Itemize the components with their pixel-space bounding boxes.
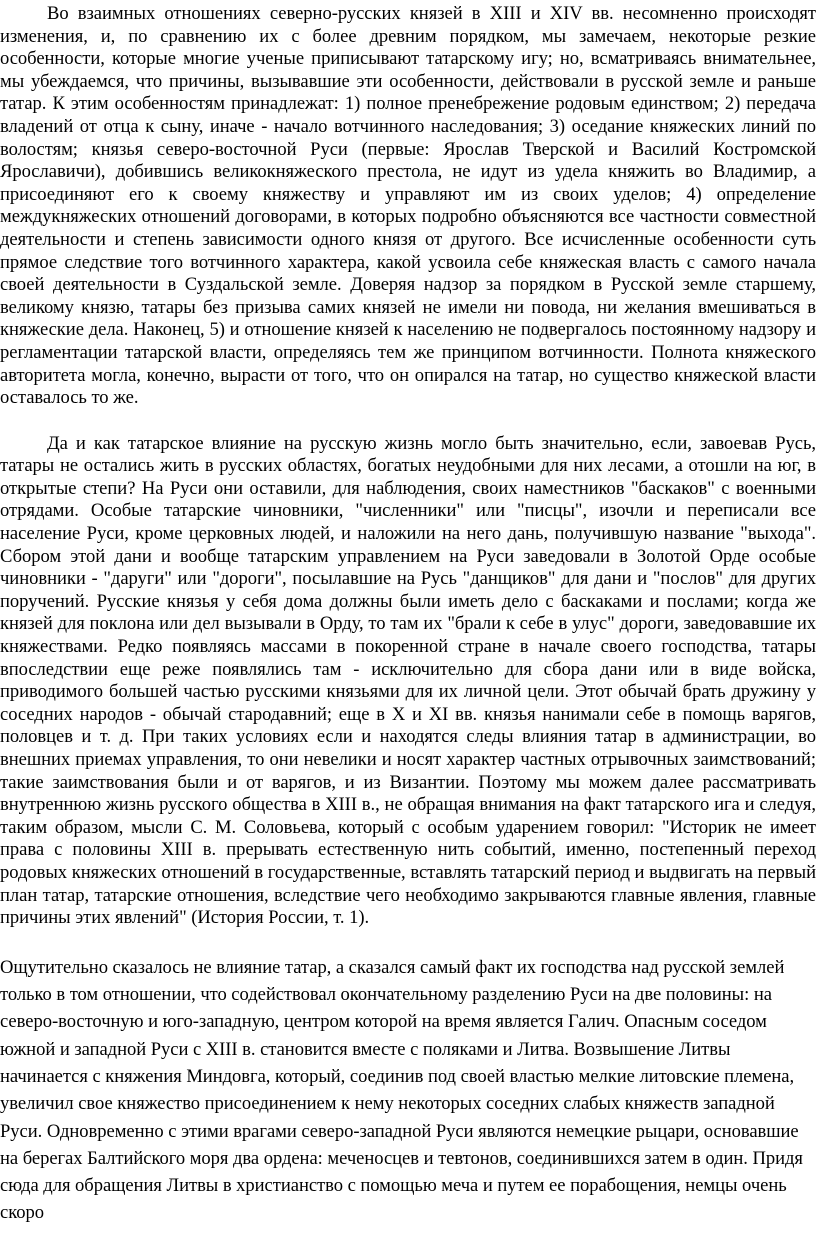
- paragraph-princely-relations: Во взаимных отношениях северно-русских князей в XIII и XIV вв. несомненно происходят изменения, и, по сравнению их с более древним порядком, мы замечаем, некоторые резкие особенности, которые многие ученые приписывают татарскому игу; но, всматриваясь внимательнее, мы убеждаемся, что причины, вызывавшие эти особенности, действовали в русской земле и раньше татар. К этим особенностям принадлежат: 1) полное пренебрежение родовым единством; 2) передача владений от отца к сыну, иначе - начало вотчинного наследования; 3) оседание княжеских линий по волостям; князья северо-восточной Руси (первые: Ярослав Тверской и Василий Костромской Ярославичи), добившись великокняжеского престола, не идут из удела княжить во Владимир, а присоединяют его к своему княжеству и управляют им из своих уделов; 4) определение междукняжеских отношений договорами, в которых подробно объясняются все частности совместной деятельности и степень зависимости одного князя от другого. Все исчисленные особенности суть прямое следствие того вотчинного характера, какой усвоила себе княжеская власть с самого начала своей деятельности в Суздальской земле. Доверяя надзор за порядком в Русской земле старшему, великому князю, татары без призыва самих князей не имели ни повода, ни желания вмешиваться в княжеские дела. Наконец, 5) и отношение князей к населению не подвергалось постоянному надзору и регламентации татарской власти, определяясь тем же принципом вотчинности. Полнота княжеского авторитета могла, конечно, вырасти от того, что он опирался на татар, но существо княжеской власти оставалось то же.: [0, 3, 816, 409]
- paragraph-tatar-influence: Да и как татарское влияние на русскую жизнь могло быть значительно, если, завоевав Русь, татары не остались жить в русских областях, богатых неудобными для них лесами, а отошли на юг, в открытые степи? На Руси они оставили, для наблюдения, своих наместников "баскаков" с военными отрядами. Особые татарские чиновники, "численники" или "писцы", изочли и переписали все население Руси, кроме церковных людей, и наложили на него дань, получившую название "выхода". Сбором этой дани и вообще татарским управлением на Руси заведовали в Золотой Орде особые чиновники - "даруги" или "дороги", посылавшие на Русь "данщиков" для дани и "послов" для других поручений. Русские князья у себя дома должны были иметь дело с баскаками и послами; когда же князей для поклона или дел вызывали в Орду, то там их "брали к себе в улус" дороги, заведовавшие их княжествами. Редко появляясь массами в покоренной стране в начале своего господства, татары впоследствии еще реже появлялись там - исключительно для сбора дани или в виде войска, приводимого большей частью русскими князьями для их личной цели. Этот обычай брать дружину у соседних народов - обычай стародавний; еще в X и XI вв. князья нанимали себе в помощь варягов, половцев и т. д. При таких условиях если и находятся следы влияния татар в администрации, во внешних приемах управления, то они невелики и носят характер частных отрывочных заимствований; такие заимствования были и от варягов, и из Византии. Поэтому мы можем далее рассматривать внутреннюю жизнь русского общества в XIII в., не обращая внимания на факт татарского ига и следуя, таким образом, мысли С. М. Соловьева, который с особым ударением говорил: "Историк не имеет права с половины XIII в. прерывать естественную нить событий, именно, постепенный переход родовых княжеских отношений в государственные, вставлять татарский период и выдвигать на первый план татар, татарские отношения, вследствие чего необходимо закрываются главные явления, главные причины этих явлений" (История России, т. 1).: [0, 432, 816, 929]
- paragraph-lithuania-and-knights: Ощутительно сказалось не влияние татар, а сказался самый факт их господства над русской землей только в том отношении, что содействовал окончательному разделению Руси на две половины: на северо-восточную и юго-западную, центром которой на время является Галич. Опасным соседом южной и западной Руси с XIII в. становится вместе с поляками и Литва. Возвышение Литвы начинается с княжения Миндовга, который, соединив под своей властью мелкие литовские племена, увеличил свое княжество присоединением к нему некоторых соседних слабых княжеств западной Руси. Одновременно с этими врагами северо-западной Руси являются немецкие рыцари, основавшие на берегах Балтийского моря два ордена: меченосцев и тевтонов, соединившихся затем в один. Придя сюда для обращения Литвы в христианство с помощью меча и путем ее порабощения, немцы очень скоро: [0, 956, 803, 1224]
